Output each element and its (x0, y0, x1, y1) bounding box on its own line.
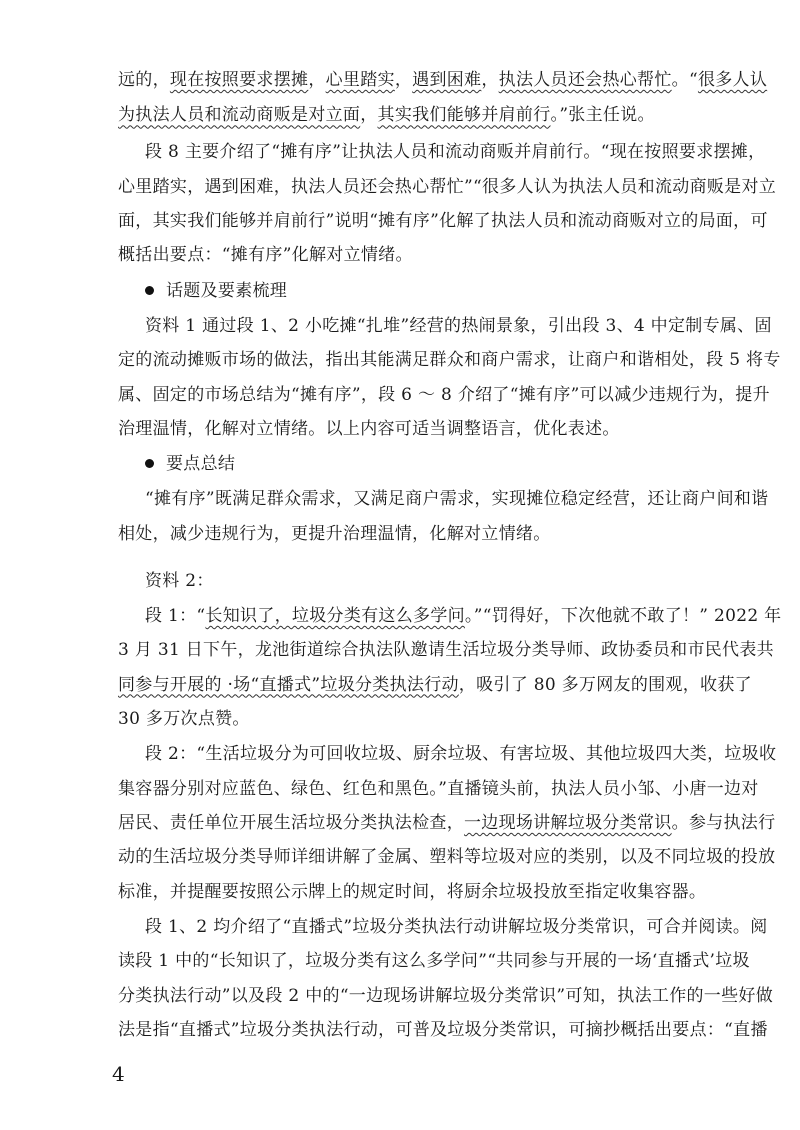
text-line: 分类执法行动”以及段 2 中的“一边现场讲解垃圾分类常识”可知，执法工作的一些好做 (118, 985, 773, 1006)
underlined-phrase: 很多人认 (697, 70, 768, 90)
underlined-phrase: 心里踏实 (325, 70, 395, 90)
text-line: 属、固定的市场总结为“摊有序”，段 6 ～ 8 介绍了“摊有序”可以减少违规行为，提升 (118, 384, 770, 405)
text-line (118, 103, 718, 127)
text-line: 3 月 31 日下午，龙池街道综合执法队邀请生活垃圾分类导师、政协委员和市民代表共 (118, 640, 774, 661)
material-label: 资料 2： (145, 570, 214, 591)
text-line: 心里踏实，遇到困难，执法人员还会热心帮忙”“很多人认为执法人员和流动商贩是对立 (118, 176, 777, 197)
underlined-phrase: 现在按照要求摆摊 (169, 70, 309, 90)
text-span: 居民、责任单位开展生活垃圾分类执法检查， (118, 813, 464, 833)
text-span: ， (360, 105, 378, 126)
text-line (145, 604, 782, 628)
text-line: 概括出要点：“摊有序”化解对立情绪。 (118, 245, 413, 266)
underlined-phrase: 为执法人员和流动商贩是对立面 (118, 105, 361, 126)
underlined-phrase: 同参与开展的 ·场“直播式”垃圾分类执法行动 (118, 674, 459, 695)
text-line: 资料 1 通过段 1、2 小吃摊“扎堆”经营的热闹景象，引出段 3、4 中定制专属、固 (145, 315, 772, 336)
page-number: 4 (112, 1062, 125, 1086)
text-span: 。“ (671, 70, 698, 90)
text-line: 读段 1 中的“长知识了，垃圾分类有这么多学问”“共同参与开展的一场‘直播式’垃圾 (118, 951, 750, 972)
underlined-phrase: 其实我们能够并肩前行 (377, 105, 551, 126)
text-line (118, 811, 776, 835)
heading-text: 要点总结 (166, 454, 236, 475)
section-heading (145, 452, 745, 476)
text-span: ， (481, 70, 499, 90)
text-line: “摊有序”既满足群众需求，又满足商户需求，实现摊位稳定经营，还让商户间和谐 (145, 489, 769, 510)
text-span: 段 1：“ (145, 606, 206, 626)
section-heading (145, 279, 745, 303)
text-line: 段 8 主要介绍了“摊有序”让执法人员和流动商贩并肩前行。“现在按照要求摆摊， (145, 142, 766, 163)
text-span: 。”“罚得好，下次他就不敢了！” 2022 年 (464, 606, 782, 626)
underlined-phrase: 遇到困难 (412, 70, 482, 90)
text-span: ，吸引了 80 多万网友的围观，收获了 (458, 674, 752, 695)
text-line: 治理温情，化解对立情绪。以上内容可适当调整语言，优化表述。 (118, 418, 620, 439)
heading-text: 话题及要素梳理 (166, 280, 288, 301)
text-line: 段 2：“生活垃圾分为可回收垃圾、厨余垃圾、有害垃圾、其他垃圾四大类，垃圾收 (145, 744, 777, 765)
text-line: 面，其实我们能够并肩前行”说明“摊有序”化解了执法人员和流动商贩对立的局面，可 (118, 211, 768, 231)
underlined-phrase: 执法人员还会热心帮忙 (498, 70, 672, 90)
text-line (118, 673, 752, 697)
text-line: 法是指“直播式”垃圾分类执法行动，可普及垃圾分类常识，可摘抄概括出要点：“直播 (118, 1020, 768, 1040)
underlined-phrase: 一边现场讲解垃圾分类常识 (464, 813, 672, 833)
text-span: 。”张主任说。 (550, 105, 655, 126)
bullet-icon (145, 459, 154, 468)
text-span: ， (308, 70, 326, 90)
text-line: 集容器分别对应蓝色、绿色、红色和黑色。”直播镜头前，执法人员小邹、小唐一边对 (118, 778, 759, 799)
text-line (118, 68, 768, 92)
text-line: 标准，并提醒要按照公示牌上的规定时间，将厨余垃圾投放至指定收集容器。 (118, 881, 707, 902)
text-line: 段 1、2 均介绍了“直播式”垃圾分类执法行动讲解垃圾分类常识，可合并阅读。阅 (145, 916, 768, 937)
bullet-icon (145, 286, 154, 295)
text-line: 定的流动摊贩市场的做法，指出其能满足群众和商户需求，让商户和谐相处，段 5 将专 (118, 350, 781, 371)
text-span: 远的， (118, 70, 170, 90)
text-line: 30 多万次点赞。 (118, 709, 250, 730)
text-line: 动的生活垃圾分类导师详细讲解了金属、塑料等垃圾对应的类别，以及不同垃圾的投放 (118, 847, 776, 868)
text-line: 相处，减少违规行为，更提升治理温情，化解对立情绪。 (118, 523, 551, 544)
text-span: 。参与执法行 (671, 813, 776, 833)
text-span: ， (394, 70, 413, 90)
underlined-phrase: 长知识了，垃圾分类有这么多学问 (205, 606, 465, 626)
